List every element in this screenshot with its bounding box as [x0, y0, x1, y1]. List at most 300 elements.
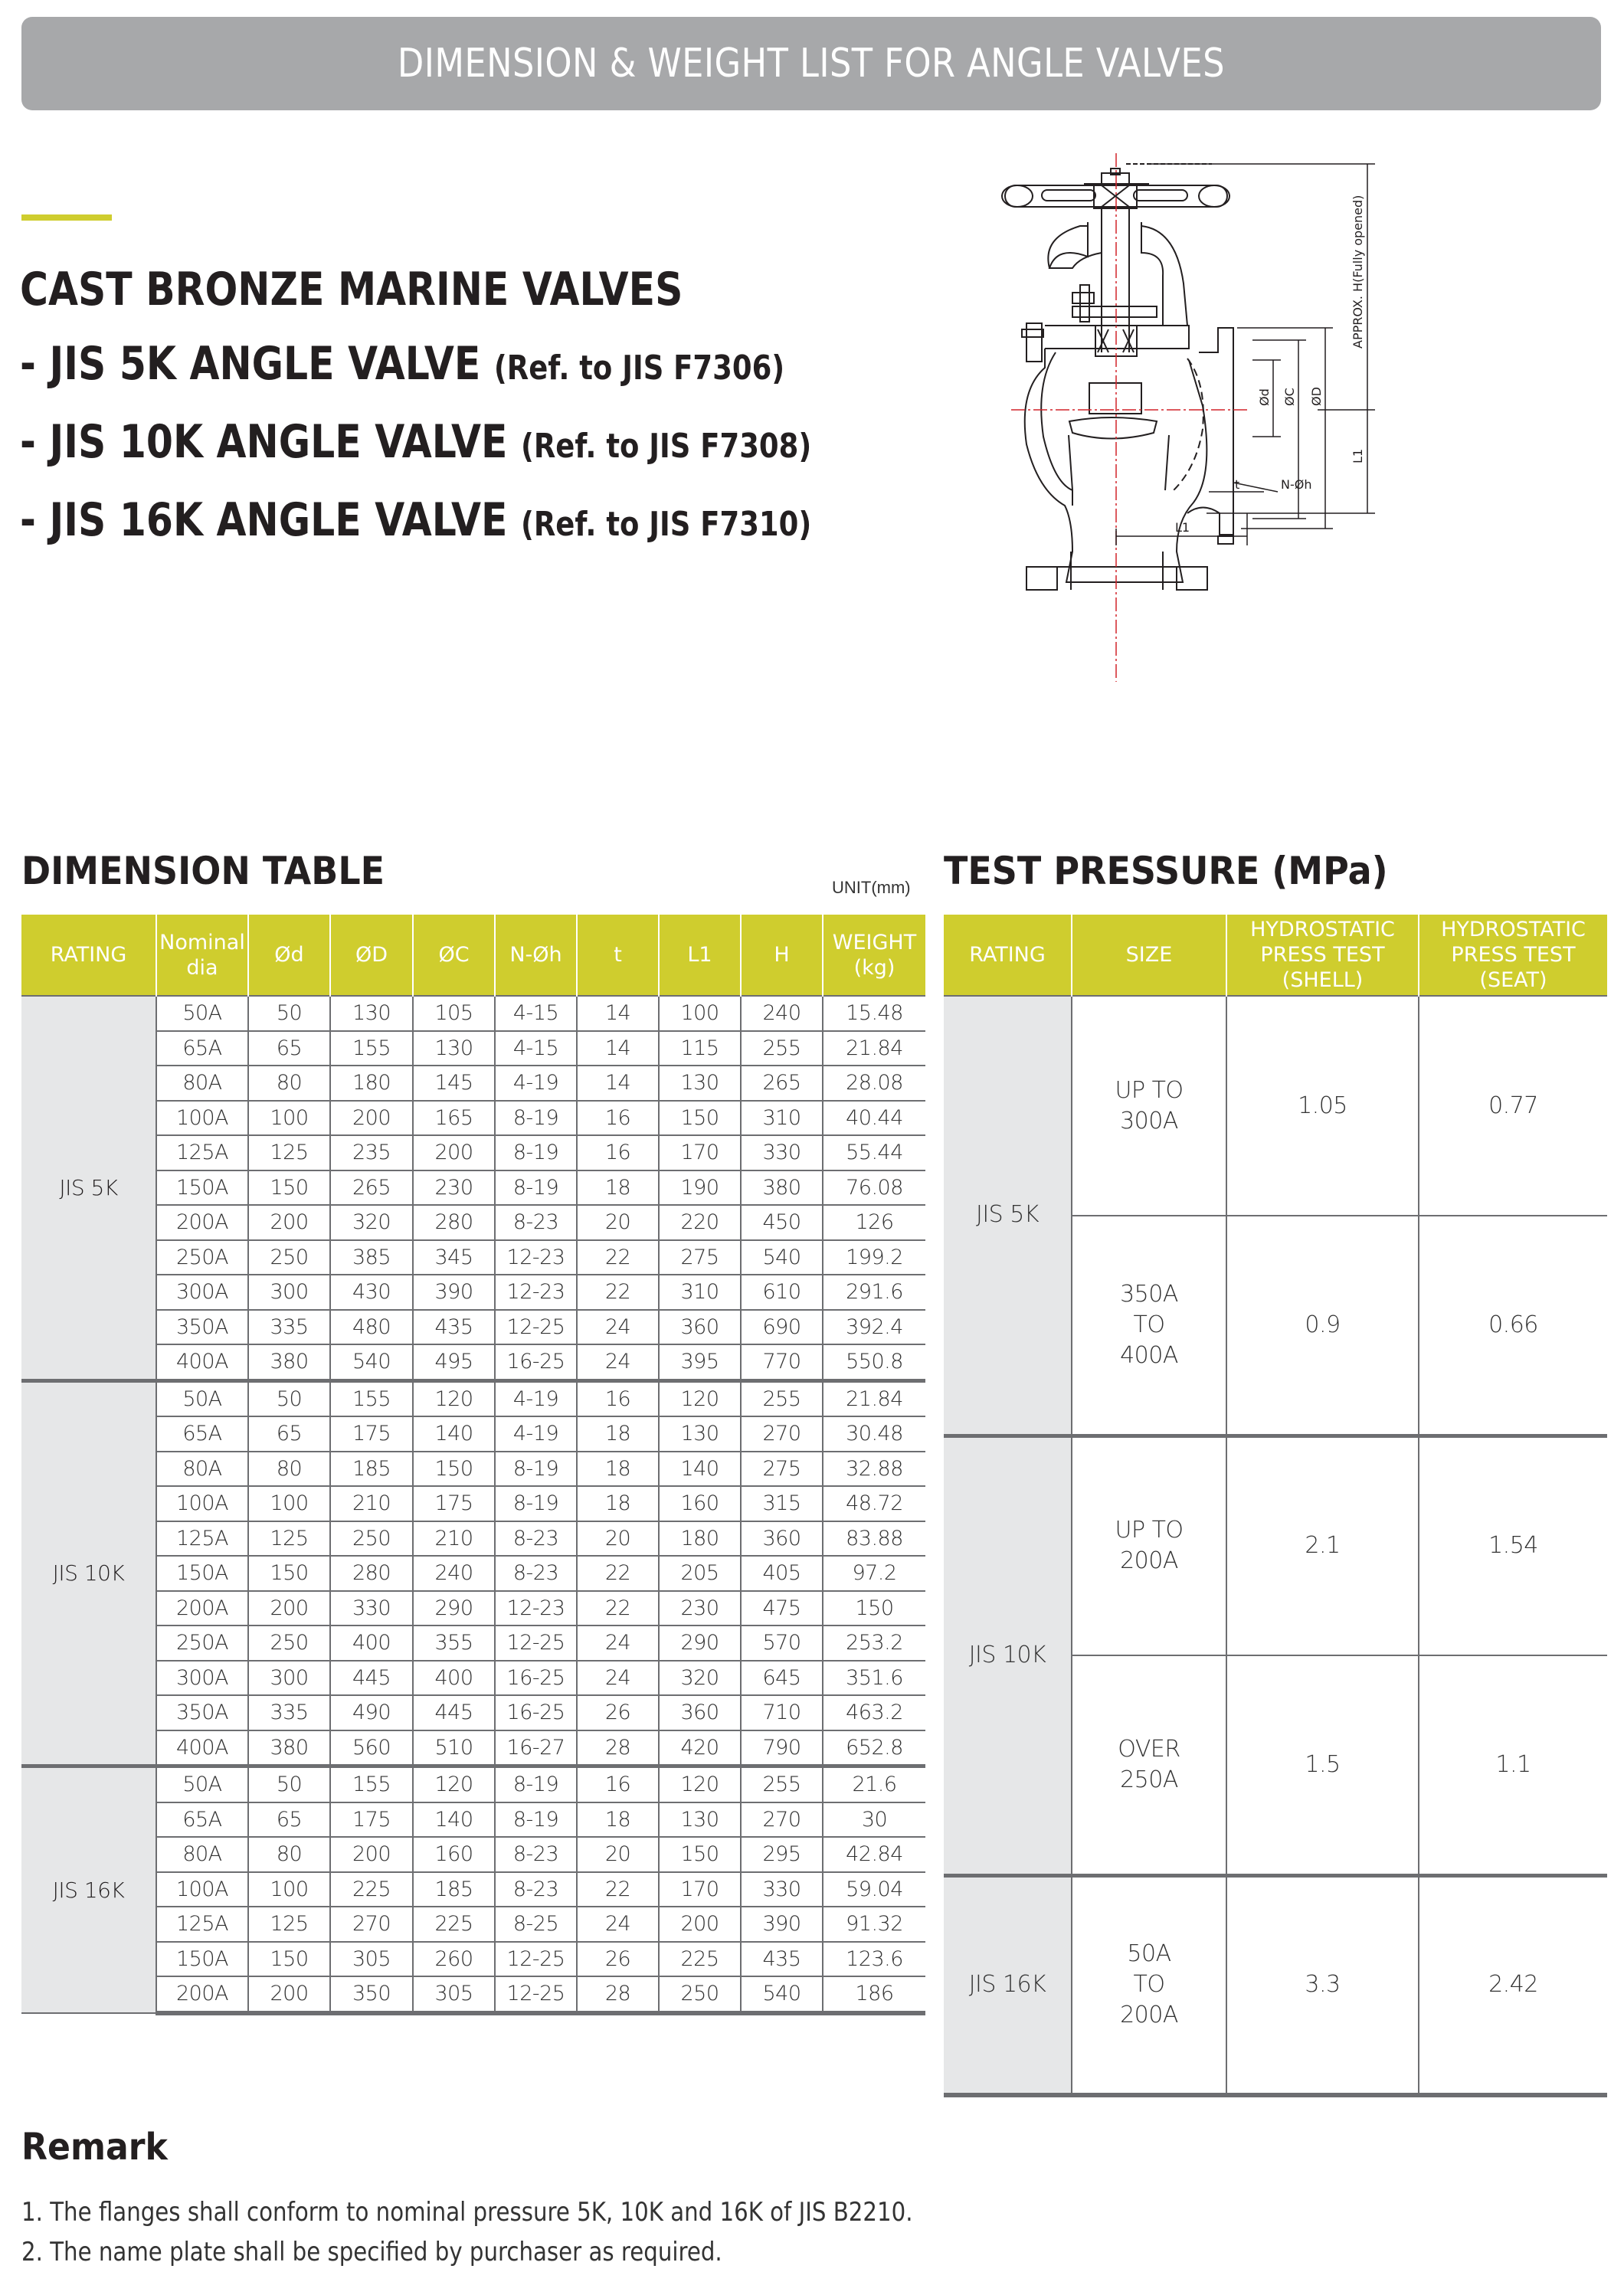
table-cell: 150A — [156, 1170, 248, 1206]
table-cell: 130 — [659, 1802, 741, 1838]
table-cell: 65A — [156, 1416, 248, 1452]
table-row — [21, 1135, 925, 1170]
table-cell: 150A — [156, 1942, 248, 1977]
table-cell: 255 — [741, 1380, 823, 1416]
dimension-table-title: DIMENSION TABLE — [21, 849, 385, 893]
table-row — [21, 1837, 925, 1872]
table-cell: 16 — [577, 1101, 659, 1136]
table-cell: 463.2 — [823, 1695, 925, 1730]
table-cell: 355 — [413, 1625, 495, 1661]
size-cell: UP TO 200A — [1072, 1436, 1226, 1655]
table-cell: 235 — [330, 1135, 413, 1170]
rating-cell: JIS 10K — [944, 1436, 1072, 1875]
table-cell: 4-15 — [495, 996, 577, 1031]
column-header: RATING — [944, 915, 1072, 996]
table-cell: 12-25 — [495, 1625, 577, 1661]
table-cell: 20 — [577, 1521, 659, 1557]
dim-label-height: APPROX. H(Fully opened) — [1351, 195, 1365, 349]
product-line-ref: (Ref. to JIS F7308) — [520, 427, 812, 466]
table-cell: 220 — [659, 1205, 741, 1240]
table-cell: 14 — [577, 1066, 659, 1101]
dim-label-od: Ød — [1257, 388, 1272, 406]
table-cell: 200A — [156, 1591, 248, 1626]
table-cell: 24 — [577, 1625, 659, 1661]
table-cell: 770 — [741, 1344, 823, 1380]
table-cell: 540 — [741, 1240, 823, 1275]
table-cell: 480 — [330, 1310, 413, 1345]
table-cell: 4-19 — [495, 1380, 577, 1416]
rating-cell: JIS 10K — [21, 1380, 156, 1766]
table-cell: 250 — [659, 1976, 741, 2013]
table-cell: 12-23 — [495, 1240, 577, 1275]
table-cell: 125 — [248, 1135, 330, 1170]
table-cell: 351.6 — [823, 1661, 925, 1696]
table-cell: 290 — [659, 1625, 741, 1661]
product-heading: CAST BRONZE MARINE VALVES — [20, 263, 683, 316]
table-cell: 291.6 — [823, 1275, 925, 1310]
table-cell: 210 — [330, 1486, 413, 1521]
dimension-lines — [1116, 164, 1375, 545]
table-cell: 295 — [741, 1837, 823, 1872]
table-cell: 400A — [156, 1730, 248, 1766]
table-cell: 18 — [577, 1486, 659, 1521]
table-cell: 80 — [248, 1837, 330, 1872]
product-line-10k — [20, 405, 811, 483]
table-cell: 210 — [413, 1521, 495, 1557]
table-cell: 21.84 — [823, 1380, 925, 1416]
table-cell: 250A — [156, 1625, 248, 1661]
seat-cell: 1.1 — [1419, 1655, 1607, 1875]
table-cell: 495 — [413, 1344, 495, 1380]
table-cell: 150 — [413, 1452, 495, 1487]
table-cell: 28.08 — [823, 1066, 925, 1101]
table-cell: 330 — [741, 1135, 823, 1170]
product-line-16k — [20, 483, 811, 561]
column-header: H — [741, 915, 823, 996]
table-cell: 350A — [156, 1695, 248, 1730]
table-cell: 255 — [741, 1031, 823, 1066]
table-cell: 32.88 — [823, 1452, 925, 1487]
table-cell: 155 — [330, 1380, 413, 1416]
table-cell: 8-23 — [495, 1556, 577, 1591]
table-cell: 255 — [741, 1766, 823, 1802]
table-cell: 20 — [577, 1205, 659, 1240]
accent-bar — [21, 214, 112, 221]
table-cell: 28 — [577, 1730, 659, 1766]
table-row — [21, 1872, 925, 1907]
table-cell: 380 — [741, 1170, 823, 1206]
shell-cell: 1.5 — [1226, 1655, 1419, 1875]
table-cell: 400A — [156, 1344, 248, 1380]
table-cell: 510 — [413, 1730, 495, 1766]
table-cell: 200A — [156, 1976, 248, 2013]
table-cell: 300 — [248, 1275, 330, 1310]
table-cell: 18 — [577, 1452, 659, 1487]
table-cell: 22 — [577, 1872, 659, 1907]
table-cell: 475 — [741, 1591, 823, 1626]
table-cell: 120 — [413, 1380, 495, 1416]
table-row — [21, 1942, 925, 1977]
table-cell: 435 — [741, 1942, 823, 1977]
table-cell: 160 — [659, 1486, 741, 1521]
table-cell: 50 — [248, 1380, 330, 1416]
table-cell: 50A — [156, 1766, 248, 1802]
table-cell: 250 — [330, 1521, 413, 1557]
table-row — [21, 1591, 925, 1626]
table-cell: 310 — [741, 1101, 823, 1136]
table-cell: 18 — [577, 1802, 659, 1838]
table-cell: 83.88 — [823, 1521, 925, 1557]
table-cell: 16-27 — [495, 1730, 577, 1766]
table-cell: 8-23 — [495, 1837, 577, 1872]
table-cell: 100A — [156, 1101, 248, 1136]
shell-cell: 2.1 — [1226, 1436, 1419, 1655]
product-line-name: - JIS 10K ANGLE VALVE — [20, 415, 508, 469]
table-cell: 50A — [156, 996, 248, 1031]
table-cell: 12-25 — [495, 1976, 577, 2013]
remark-item: 1. The flanges shall conform to nominal pressure 5K, 10K and 16K of JIS B2210. — [21, 2197, 913, 2228]
table-cell: 390 — [413, 1275, 495, 1310]
valve-bonnet-icon — [1022, 208, 1189, 362]
table-row — [21, 1486, 925, 1521]
table-cell: 12-25 — [495, 1942, 577, 1977]
table-cell: 225 — [659, 1942, 741, 1977]
table-row — [21, 1240, 925, 1275]
table-cell: 100 — [659, 996, 741, 1031]
shell-cell: 0.9 — [1226, 1216, 1419, 1436]
table-cell: 50 — [248, 996, 330, 1031]
table-cell: 150 — [248, 1170, 330, 1206]
table-cell: 390 — [741, 1907, 823, 1942]
table-cell: 270 — [741, 1416, 823, 1452]
table-cell: 185 — [330, 1452, 413, 1487]
table-cell: 200 — [330, 1837, 413, 1872]
table-cell: 16-25 — [495, 1344, 577, 1380]
dim-label-noh: N-Øh — [1281, 477, 1312, 492]
seat-cell: 0.66 — [1419, 1216, 1607, 1436]
table-cell: 12-23 — [495, 1591, 577, 1626]
table-row — [21, 1205, 925, 1240]
table-cell: 230 — [659, 1591, 741, 1626]
table-cell: 420 — [659, 1730, 741, 1766]
valve-body-icon — [1025, 328, 1233, 590]
table-cell: 22 — [577, 1275, 659, 1310]
table-cell: 8-19 — [495, 1170, 577, 1206]
table-cell: 24 — [577, 1907, 659, 1942]
table-cell: 200A — [156, 1205, 248, 1240]
table-cell: 300A — [156, 1661, 248, 1696]
table-cell: 8-23 — [495, 1872, 577, 1907]
seat-cell: 0.77 — [1419, 996, 1607, 1216]
unit-label: UNIT(mm) — [832, 878, 911, 897]
table-cell: 80A — [156, 1452, 248, 1487]
column-header: HYDROSTATIC PRESS TEST (SEAT) — [1419, 915, 1607, 996]
table-row — [944, 1875, 1607, 2095]
table-cell: 205 — [659, 1556, 741, 1591]
table-cell: 16 — [577, 1766, 659, 1802]
table-cell: 335 — [248, 1695, 330, 1730]
product-line-name: - JIS 16K ANGLE VALVE — [20, 493, 508, 547]
table-cell: 8-19 — [495, 1452, 577, 1487]
table-cell: 610 — [741, 1275, 823, 1310]
shell-cell: 1.05 — [1226, 996, 1419, 1216]
table-cell: 50A — [156, 1380, 248, 1416]
table-cell: 115 — [659, 1031, 741, 1066]
table-cell: 140 — [659, 1452, 741, 1487]
test-pressure-title: TEST PRESSURE (MPa) — [944, 849, 1388, 893]
rating-cell: JIS 5K — [944, 996, 1072, 1436]
table-cell: 8-19 — [495, 1135, 577, 1170]
table-row — [21, 1976, 925, 2013]
dim-label-l1-vertical: L1 — [1351, 448, 1365, 463]
table-cell: 4-19 — [495, 1066, 577, 1101]
table-cell: 150 — [248, 1556, 330, 1591]
column-header: SIZE — [1072, 915, 1226, 996]
table-cell: 430 — [330, 1275, 413, 1310]
table-cell: 405 — [741, 1556, 823, 1591]
table-cell: 360 — [659, 1695, 741, 1730]
size-cell: OVER 250A — [1072, 1655, 1226, 1875]
table-cell: 155 — [330, 1031, 413, 1066]
product-line-ref: (Ref. to JIS F7310) — [520, 505, 812, 544]
dimension-table-header — [21, 915, 925, 996]
table-cell: 200 — [248, 1591, 330, 1626]
table-cell: 20 — [577, 1837, 659, 1872]
table-cell: 100A — [156, 1872, 248, 1907]
table-cell: 710 — [741, 1695, 823, 1730]
table-cell: 790 — [741, 1730, 823, 1766]
table-cell: 445 — [413, 1695, 495, 1730]
table-cell: 185 — [413, 1872, 495, 1907]
table-cell: 400 — [413, 1661, 495, 1696]
table-cell: 290 — [413, 1591, 495, 1626]
table-cell: 305 — [330, 1942, 413, 1977]
table-cell: 12-23 — [495, 1275, 577, 1310]
column-header: L1 — [659, 915, 741, 996]
table-cell: 8-23 — [495, 1521, 577, 1557]
table-row — [21, 1766, 925, 1802]
table-cell: 140 — [413, 1416, 495, 1452]
table-cell: 253.2 — [823, 1625, 925, 1661]
remark-title: Remark — [21, 2126, 168, 2169]
table-cell: 320 — [659, 1661, 741, 1696]
table-cell: 360 — [741, 1521, 823, 1557]
table-cell: 175 — [330, 1802, 413, 1838]
table-row — [944, 1436, 1607, 1655]
table-cell: 160 — [413, 1837, 495, 1872]
dim-label-oc: ØC — [1282, 388, 1297, 406]
table-cell: 265 — [330, 1170, 413, 1206]
table-cell: 265 — [741, 1066, 823, 1101]
table-cell: 18 — [577, 1170, 659, 1206]
table-cell: 145 — [413, 1066, 495, 1101]
table-cell: 123.6 — [823, 1942, 925, 1977]
table-cell: 16-25 — [495, 1661, 577, 1696]
table-cell: 350A — [156, 1310, 248, 1345]
table-cell: 76.08 — [823, 1170, 925, 1206]
table-cell: 150 — [659, 1101, 741, 1136]
table-cell: 450 — [741, 1205, 823, 1240]
table-cell: 380 — [248, 1344, 330, 1380]
table-cell: 330 — [330, 1591, 413, 1626]
banner-title: DIMENSION & WEIGHT LIST FOR ANGLE VALVES — [398, 41, 1225, 87]
table-cell: 125A — [156, 1521, 248, 1557]
table-cell: 240 — [741, 996, 823, 1031]
table-cell: 335 — [248, 1310, 330, 1345]
table-cell: 105 — [413, 996, 495, 1031]
seat-cell: 2.42 — [1419, 1875, 1607, 2095]
table-cell: 12-25 — [495, 1310, 577, 1345]
table-cell: 100A — [156, 1486, 248, 1521]
table-cell: 570 — [741, 1625, 823, 1661]
table-cell: 150 — [659, 1837, 741, 1872]
table-cell: 645 — [741, 1661, 823, 1696]
table-cell: 15.48 — [823, 996, 925, 1031]
table-cell: 65 — [248, 1031, 330, 1066]
table-cell: 250 — [248, 1240, 330, 1275]
table-cell: 22 — [577, 1591, 659, 1626]
table-cell: 360 — [659, 1310, 741, 1345]
table-cell: 490 — [330, 1695, 413, 1730]
table-cell: 445 — [330, 1661, 413, 1696]
table-cell: 91.32 — [823, 1907, 925, 1942]
table-cell: 130 — [659, 1416, 741, 1452]
table-cell: 4-19 — [495, 1416, 577, 1452]
table-cell: 652.8 — [823, 1730, 925, 1766]
table-row — [21, 1416, 925, 1452]
table-cell: 690 — [741, 1310, 823, 1345]
table-row — [21, 1661, 925, 1696]
table-cell: 199.2 — [823, 1240, 925, 1275]
table-cell: 400 — [330, 1625, 413, 1661]
dim-label-t: t — [1235, 477, 1240, 492]
table-cell: 120 — [659, 1380, 741, 1416]
table-row — [21, 1170, 925, 1206]
rating-cell: JIS 5K — [21, 996, 156, 1380]
table-cell: 175 — [330, 1416, 413, 1452]
table-cell: 42.84 — [823, 1837, 925, 1872]
table-cell: 200 — [413, 1135, 495, 1170]
table-cell: 540 — [330, 1344, 413, 1380]
table-cell: 8-19 — [495, 1766, 577, 1802]
table-cell: 155 — [330, 1766, 413, 1802]
table-cell: 28 — [577, 1976, 659, 2013]
table-cell: 100 — [248, 1101, 330, 1136]
table-cell: 24 — [577, 1344, 659, 1380]
table-cell: 26 — [577, 1695, 659, 1730]
table-cell: 80A — [156, 1837, 248, 1872]
table-cell: 385 — [330, 1240, 413, 1275]
table-cell: 280 — [413, 1205, 495, 1240]
table-cell: 24 — [577, 1661, 659, 1696]
table-row — [21, 1066, 925, 1101]
column-header: ØD — [330, 915, 413, 996]
shell-cell: 3.3 — [1226, 1875, 1419, 2095]
product-line-ref: (Ref. to JIS F7306) — [493, 349, 785, 388]
column-header: WEIGHT (kg) — [823, 915, 925, 996]
table-cell: 350 — [330, 1976, 413, 2013]
table-cell: 300 — [248, 1661, 330, 1696]
table-cell: 100 — [248, 1872, 330, 1907]
table-row — [21, 1101, 925, 1136]
table-cell: 126 — [823, 1205, 925, 1240]
size-cell: 50A TO 200A — [1072, 1875, 1226, 2095]
table-cell: 315 — [741, 1486, 823, 1521]
column-header: RATING — [21, 915, 156, 996]
table-cell: 180 — [330, 1066, 413, 1101]
table-cell: 22 — [577, 1240, 659, 1275]
table-row — [21, 1802, 925, 1838]
table-cell: 175 — [413, 1486, 495, 1521]
table-cell: 435 — [413, 1310, 495, 1345]
table-row — [21, 1521, 925, 1557]
table-row — [21, 1625, 925, 1661]
column-header: N-Øh — [495, 915, 577, 996]
table-cell: 392.4 — [823, 1310, 925, 1345]
table-cell: 55.44 — [823, 1135, 925, 1170]
table-row — [21, 1031, 925, 1066]
table-cell: 260 — [413, 1942, 495, 1977]
table-cell: 4-15 — [495, 1031, 577, 1066]
table-cell: 550.8 — [823, 1344, 925, 1380]
product-titles — [20, 253, 962, 561]
table-cell: 186 — [823, 1976, 925, 2013]
table-cell: 16 — [577, 1380, 659, 1416]
table-cell: 18 — [577, 1416, 659, 1452]
table-cell: 180 — [659, 1521, 741, 1557]
table-cell: 130 — [330, 996, 413, 1031]
table-cell: 65A — [156, 1031, 248, 1066]
table-cell: 97.2 — [823, 1556, 925, 1591]
test-pressure-header — [944, 915, 1607, 996]
table-cell: 14 — [577, 996, 659, 1031]
table-cell: 30 — [823, 1802, 925, 1838]
table-cell: 150 — [823, 1591, 925, 1626]
table-row — [21, 1275, 925, 1310]
table-cell: 59.04 — [823, 1872, 925, 1907]
table-cell: 560 — [330, 1730, 413, 1766]
table-cell: 130 — [659, 1066, 741, 1101]
table-cell: 30.48 — [823, 1416, 925, 1452]
rating-cell: JIS 16K — [21, 1766, 156, 2013]
table-cell: 540 — [741, 1976, 823, 2013]
table-cell: 65A — [156, 1802, 248, 1838]
table-cell: 225 — [330, 1872, 413, 1907]
product-line-5k — [20, 327, 811, 405]
table-cell: 200 — [248, 1205, 330, 1240]
table-cell: 40.44 — [823, 1101, 925, 1136]
column-header: ØC — [413, 915, 495, 996]
table-cell: 120 — [413, 1766, 495, 1802]
dim-label-l1-horizontal: L1 — [1175, 520, 1190, 535]
table-cell: 150 — [248, 1942, 330, 1977]
table-cell: 80 — [248, 1452, 330, 1487]
table-cell: 8-19 — [495, 1486, 577, 1521]
rating-cell: JIS 16K — [944, 1875, 1072, 2095]
table-row — [21, 1907, 925, 1942]
table-cell: 270 — [741, 1802, 823, 1838]
table-cell: 8-25 — [495, 1907, 577, 1942]
table-cell: 125 — [248, 1907, 330, 1942]
column-header: Nominal dia — [156, 915, 248, 996]
table-cell: 240 — [413, 1556, 495, 1591]
test-pressure-table — [944, 915, 1607, 2097]
table-cell: 275 — [741, 1452, 823, 1487]
table-cell: 140 — [413, 1802, 495, 1838]
table-row — [21, 1310, 925, 1345]
table-cell: 65 — [248, 1802, 330, 1838]
table-cell: 230 — [413, 1170, 495, 1206]
